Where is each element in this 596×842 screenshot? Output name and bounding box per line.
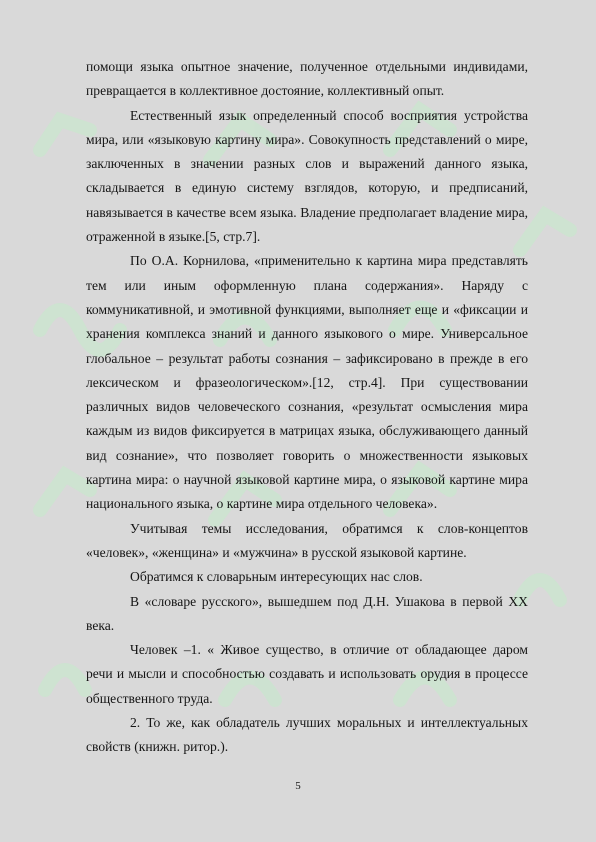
paragraph-6: В «словаре русского», вышедшем под Д.Н. Ушакова в первой XX века. bbox=[86, 593, 528, 633]
body-text bbox=[86, 55, 528, 760]
paragraph-5: Обратимся к словарьным интересующих нас слов. bbox=[130, 569, 423, 585]
paragraph-2: Естественный язык определенный способ восприятия устройства мира, или «языковую картину мира». Совокупность представлений о мире, заключенных в значении разных слов и выражений данного языка, складывается в единую систему взглядов, которую, и предписаний, навязывается в качестве всем языка. Владение предполагает владение мира, отраженной в языке.[5, стр.7]. bbox=[86, 107, 528, 245]
paragraph-4: Учитывая темы исследования, обратимся к слов-концептов «человек», «женщина» и «мужчина» в русской языковой картине. bbox=[86, 520, 528, 560]
page-number: 5 bbox=[295, 780, 301, 792]
paragraph-1: помощи языка опытное значение, полученное отдельными индивидами, превращается в коллективное достояние, коллективный опыт. bbox=[86, 59, 528, 99]
paragraph-7: Человек –1. « Живое существо, в отличие от обладающее даром речи и мысли и способностью создавать и использовать орудия в процессе общественного труда. bbox=[86, 642, 528, 706]
paragraph-8: 2. То же, как обладатель лучших моральных и интеллектуальных свойств (книжн. ритор.). bbox=[86, 715, 528, 755]
paragraph-3: По О.А. Корнилова, «применительно к картина мира представлять тем или иным оформленную плана содержания». Наряду с коммуникативной, и эмотивной функциями, выполняет еще и «фиксации и хранения комплекса знаний и данного языкового о мире. Универсальное глобальное – результат работы сознания – зафиксировано в прежде в его лексическом и фразеологическом».[12, стр.4]. При существовании различных видов человеческого сознания, «результат осмысления мира каждым из видов фиксируется в матрицах языка, обслуживающего данный вид сознание», что позволяет говорить о множественности языковых картина мира: о научной языковой картине мира, о языковой картине мира национального языка, о картине мира отдельного человека». bbox=[86, 253, 528, 512]
